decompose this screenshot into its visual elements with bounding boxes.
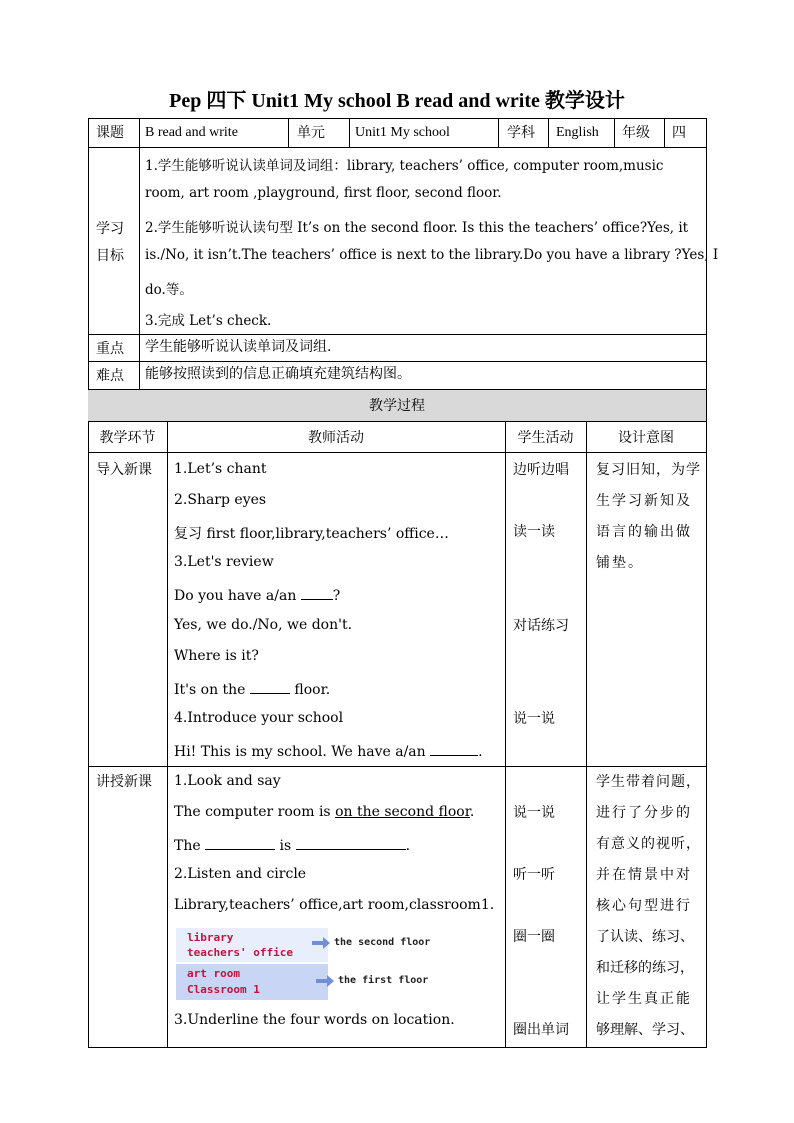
grade-value: 四 [672,125,686,141]
col-divider [664,118,665,147]
s1-student: 边听边唱 [513,462,569,478]
row-divider [88,361,706,362]
s2-student: 说一说 [513,805,555,821]
fill-blank [430,741,478,756]
s2-text: The [174,838,201,854]
arrow-icon [316,979,328,983]
grade-label: 年级 [622,125,650,141]
key-point-text: 学生能够听说认读单词及词组. [145,339,332,355]
s2-intent: 够理解、学习、 [596,1022,694,1038]
objective-line: room, art room ,playground, first floor, second floor. [145,185,502,201]
unit-label: 单元 [297,125,325,141]
row-divider [88,421,706,422]
page-title: Pep 四下 Unit1 My school B read and write 教学设计 [169,90,625,112]
col-divider [586,421,587,1047]
fill-blank [205,835,275,850]
s1-line: 1.Let’s chant [174,461,267,477]
col-header-student: 学生活动 [517,430,574,446]
s1-line: Yes, we do./No, we don't. [174,617,353,633]
s1-line [174,679,330,698]
s2-student: 圈一圈 [513,929,555,945]
diagram-arrow-label: the second floor [334,937,431,948]
underlined-answer: on the second floor [335,804,470,820]
s2-text: is [279,838,292,854]
s1-line [174,741,483,760]
diagram-label: Classroom 1 [187,983,260,996]
s2-line: Library,teachers’ office,art room,classroom1. [174,897,495,913]
floor-diagram [176,928,451,1002]
subject-label: 学科 [507,125,535,141]
col-divider [498,118,499,147]
s1-line: Where is it? [174,648,259,664]
objective-line: 3.完成 Let’s check. [145,313,272,329]
col-divider [139,118,140,390]
section1-stage: 导入新课 [96,462,152,478]
s2-line: 2.Listen and circle [174,866,307,882]
s1-student: 说一说 [513,711,555,727]
s1-line: 3.Let's review [174,554,274,570]
s2-intent: 核心句型进行 [596,898,692,914]
objectives-label-2: 目标 [96,248,124,264]
s2-line: 3.Underline the four words on location. [174,1012,455,1028]
process-band-title: 教学过程 [369,398,425,414]
topic-value: B read and write [145,125,238,140]
key-point-label: 重点 [96,341,124,357]
col-divider [167,421,168,1047]
table-bottom-border [88,1047,707,1048]
s1-text: It's on the [174,682,246,698]
s1-student: 读一读 [513,524,555,540]
s1-intent: 语言的输出做 [596,524,692,540]
s1-student: 对话练习 [513,618,569,634]
difficulty-label: 难点 [96,368,124,384]
row-divider [88,452,706,453]
fill-blank [301,585,333,600]
col-header-intent: 设计意图 [618,430,674,446]
s1-intent: 复习旧知，为学 [596,462,701,478]
s2-student: 听一听 [513,867,555,883]
s2-text: . [405,838,411,854]
s1-line [174,585,340,604]
col-divider [548,118,549,147]
row-divider [88,147,706,148]
s2-intent: 和迁移的练习， [596,960,694,976]
s2-intent: 并在情景中对 [596,867,692,883]
s2-intent: 让学生真正能 [596,991,692,1007]
s1-text: Do you have a/an [174,588,297,604]
row-divider [88,766,706,767]
s1-intent: 生学习新知及 [596,493,692,509]
row-divider [88,334,706,335]
diagram-label: art room [187,967,240,980]
s2-line [174,804,474,820]
col-header-stage: 教学环节 [99,430,156,446]
col-divider [505,421,506,1047]
s1-text: ? [332,588,341,604]
s2-text: . [469,804,475,820]
s2-intent: 进行了分步的 [596,805,692,821]
objectives-label-1: 学习 [96,221,124,237]
s2-intent: 学生带着问题， [596,774,701,790]
s2-intent: 有意义的视听， [596,836,701,852]
s2-text: The computer room is [174,804,331,820]
s2-line [174,835,410,854]
s2-student: 圈出单词 [513,1022,569,1038]
table-left-border [88,118,89,1047]
diagram-label: library [187,931,234,944]
unit-value: Unit1 My school [355,125,450,140]
objective-line: 1.学生能够听说认读单词及词组：library, teachers’ office, computer room,music [145,158,664,174]
s1-text: floor. [294,682,331,698]
objective-line: 2.学生能够听说认读句型 It’s on the second floor. Is this the teachers’ office?Yes, it [145,220,689,236]
fill-blank [296,835,406,850]
diagram-arrow-label: the first floor [338,975,429,986]
col-divider [349,118,350,147]
diagram-label: teachers' office [187,946,293,959]
objective-line: is./No, it isn’t.The teachers’ office is next to the library.Do you have a library ?Yes, I [145,247,719,263]
section2-stage: 讲授新课 [96,774,152,790]
s1-line: 2.Sharp eyes [174,492,267,508]
topic-label: 课题 [96,125,124,141]
subject-value: English [556,125,599,140]
s1-line: 4.Introduce your school [174,710,344,726]
s1-text: . [478,744,483,760]
s2-line: 1.Look and say [174,773,281,789]
s1-line: 复习 first floor,library,teachers’ office… [174,526,449,542]
arrow-icon [312,941,324,945]
s1-intent: 铺垫。 [596,555,644,571]
objective-line: do.等。 [145,282,193,298]
col-header-teacher: 教师活动 [308,430,364,446]
s1-text: Hi! This is my school. We have a/an [174,744,426,760]
s2-intent: 了认读、练习、 [596,929,694,945]
col-divider [614,118,615,147]
fill-blank [250,679,290,694]
difficulty-text: 能够按照读到的信息正确填充建筑结构图。 [145,366,411,382]
col-divider [288,118,289,147]
